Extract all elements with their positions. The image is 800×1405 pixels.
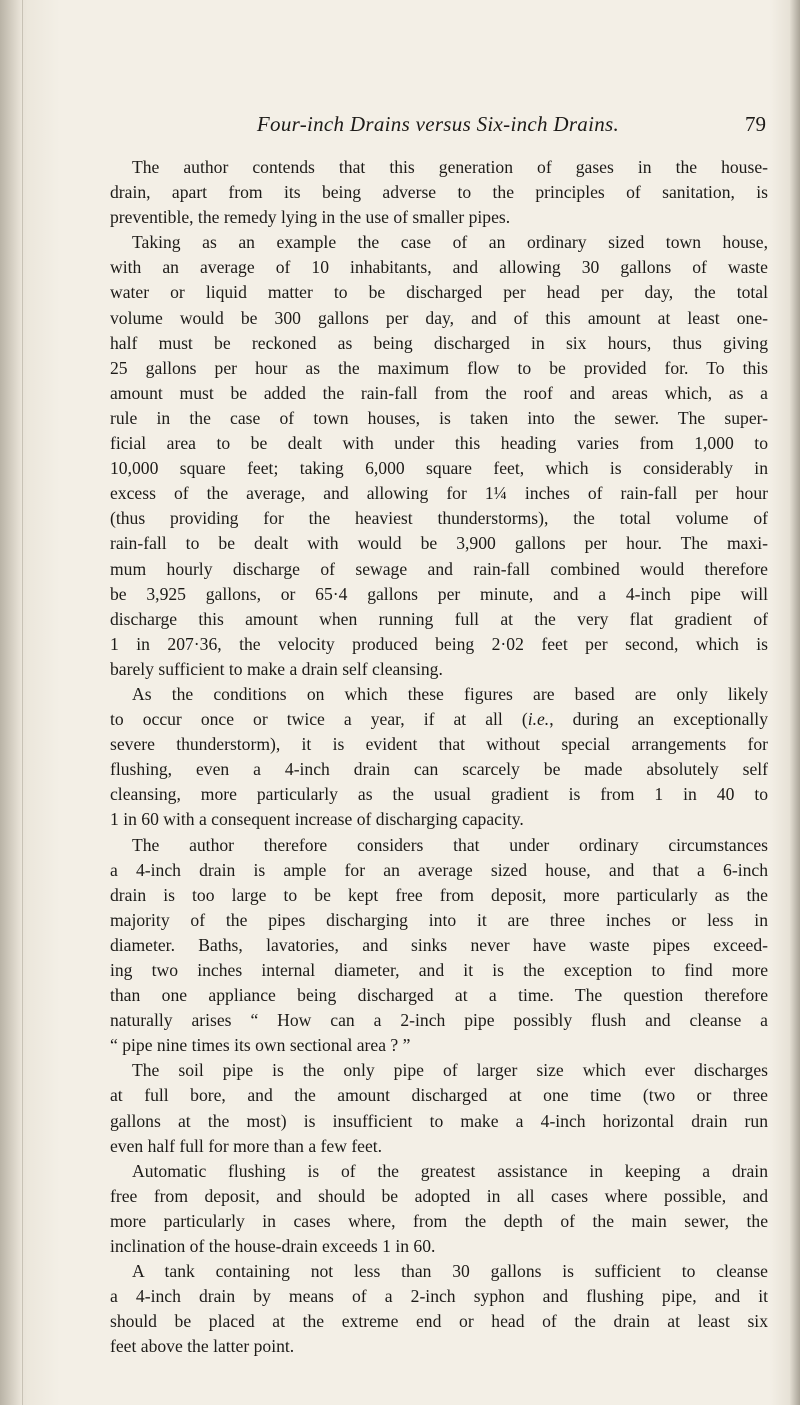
- text-line: Taking as an example the case of an ordinary sized town house,: [132, 232, 768, 253]
- text-line: gallons at the most) is insufficient to make a 4-inch horizontal drain run: [110, 1110, 768, 1131]
- text-line: amount must be added the rain-fall from the roof and areas which, as a: [110, 382, 768, 403]
- text-line: Automatic flushing is of the greatest assistance in keeping a drain: [132, 1160, 768, 1181]
- text-line: preventible, the remedy lying in the use of smaller pipes.: [110, 207, 511, 228]
- page-number: 79: [745, 112, 766, 136]
- text-line: at full bore, and the amount discharged at one time (two or three: [110, 1085, 768, 1106]
- text-line: mum hourly discharge of sewage and rain-fall combined would therefore: [110, 558, 768, 579]
- text-line: excess of the average, and allowing for 1¼ inches of rain-fall per hour: [110, 483, 768, 504]
- page-edge-shadow: [790, 0, 800, 1405]
- text-line: free from deposit, and should be adopted in all cases where possible, and: [110, 1185, 768, 1206]
- text-line: even half full for more than a few feet.: [110, 1135, 383, 1156]
- text-line: barely sufficient to make a drain self cleansing.: [110, 658, 443, 679]
- text-line: ing two inches internal diameter, and it is the exception to find more: [110, 960, 768, 980]
- text-line: A tank containing not less than 30 gallons is sufficient to cleanse: [132, 1261, 768, 1282]
- text-line: more particularly in cases where, from the depth of the main sewer, the: [110, 1210, 768, 1231]
- text-line: drain, apart from its being adverse to the principles of sanitation, is: [110, 182, 768, 203]
- text-line: 1 in 60 with a consequent increase of discharging capacity.: [110, 809, 524, 830]
- text-line: As the conditions on which these figures are based are only likely: [132, 683, 768, 704]
- text-line: water or liquid matter to be discharged per head per day, the total: [110, 282, 768, 303]
- text-line: rule in the case of town houses, is taken into the sewer. The super-: [110, 407, 768, 428]
- text-line: 10,000 square feet; taking 6,000 square feet, which is considerably in: [110, 458, 768, 479]
- text-line: to occur once or twice a year, if at all (i.e., during an exceptionally: [110, 709, 768, 730]
- text-line: rain-fall to be dealt with would be 3,900 gallons per hour. The maxi-: [110, 533, 768, 554]
- text-line: severe thunderstorm), it is evident that without special arrangements for: [110, 734, 768, 755]
- text-line: naturally arises “ How can a 2-inch pipe possibly flush and cleanse a: [110, 1010, 768, 1031]
- text-line: feet above the latter point.: [110, 1336, 295, 1357]
- text-line: than one appliance being discharged at a time. The question therefore: [110, 985, 768, 1006]
- text-line: be 3,925 gallons, or 65·4 gallons per minute, and a 4-inch pipe will: [110, 583, 768, 604]
- text-line: discharge this amount when running full at the very flat gradient of: [110, 608, 768, 629]
- text-line: 1 in 207·36, the velocity produced being 2·02 feet per second, which is: [110, 633, 768, 654]
- text-line: half must be reckoned as being discharged in six hours, thus giving: [110, 332, 768, 353]
- text-line: The soil pipe is the only pipe of larger size which ever discharges: [132, 1060, 768, 1081]
- text-line: drain is too large to be kept free from deposit, more particularly as the: [110, 884, 768, 905]
- text-line: The author therefore considers that under ordinary circumstances: [132, 834, 768, 855]
- page-header: [108, 112, 768, 140]
- text-line: majority of the pipes discharging into it are three inches or less in: [110, 909, 768, 930]
- text-line: volume would be 300 gallons per day, and of this amount at least one-: [110, 307, 768, 328]
- text-line: should be placed at the extreme end or head of the drain at least six: [110, 1311, 768, 1332]
- text-line: 25 gallons per hour as the maximum flow to be provided for. To this: [110, 357, 768, 378]
- text-line: ficial area to be dealt with under this heading varies from 1,000 to: [110, 433, 768, 454]
- text-line: with an average of 10 inhabitants, and allowing 30 gallons of waste: [110, 257, 768, 278]
- text-line: a 4-inch drain by means of a 2-inch syphon and flushing pipe, and it: [110, 1286, 768, 1307]
- text-line: cleansing, more particularly as the usual gradient is from 1 in 40 to: [110, 784, 768, 805]
- text-line: inclination of the house-drain exceeds 1 in 60.: [110, 1236, 436, 1257]
- running-head: Four-inch Drains versus Six-inch Drains.: [256, 112, 620, 136]
- text-line: “ pipe nine times its own sectional area ? ”: [110, 1035, 411, 1056]
- text-line: diameter. Baths, lavatories, and sinks never have waste pipes exceed-: [110, 934, 768, 955]
- text-line: a 4-inch drain is ample for an average sized house, and that a 6-inch: [110, 859, 768, 880]
- text-line: (thus providing for the heaviest thunderstorms), the total volume of: [110, 508, 768, 529]
- body-text: [110, 155, 768, 1360]
- text-line: flushing, even a 4-inch drain can scarcely be made absolutely self: [110, 759, 768, 780]
- book-spine-shadow: [0, 0, 23, 1405]
- text-line: The author contends that this generation of gases in the house-: [132, 157, 768, 177]
